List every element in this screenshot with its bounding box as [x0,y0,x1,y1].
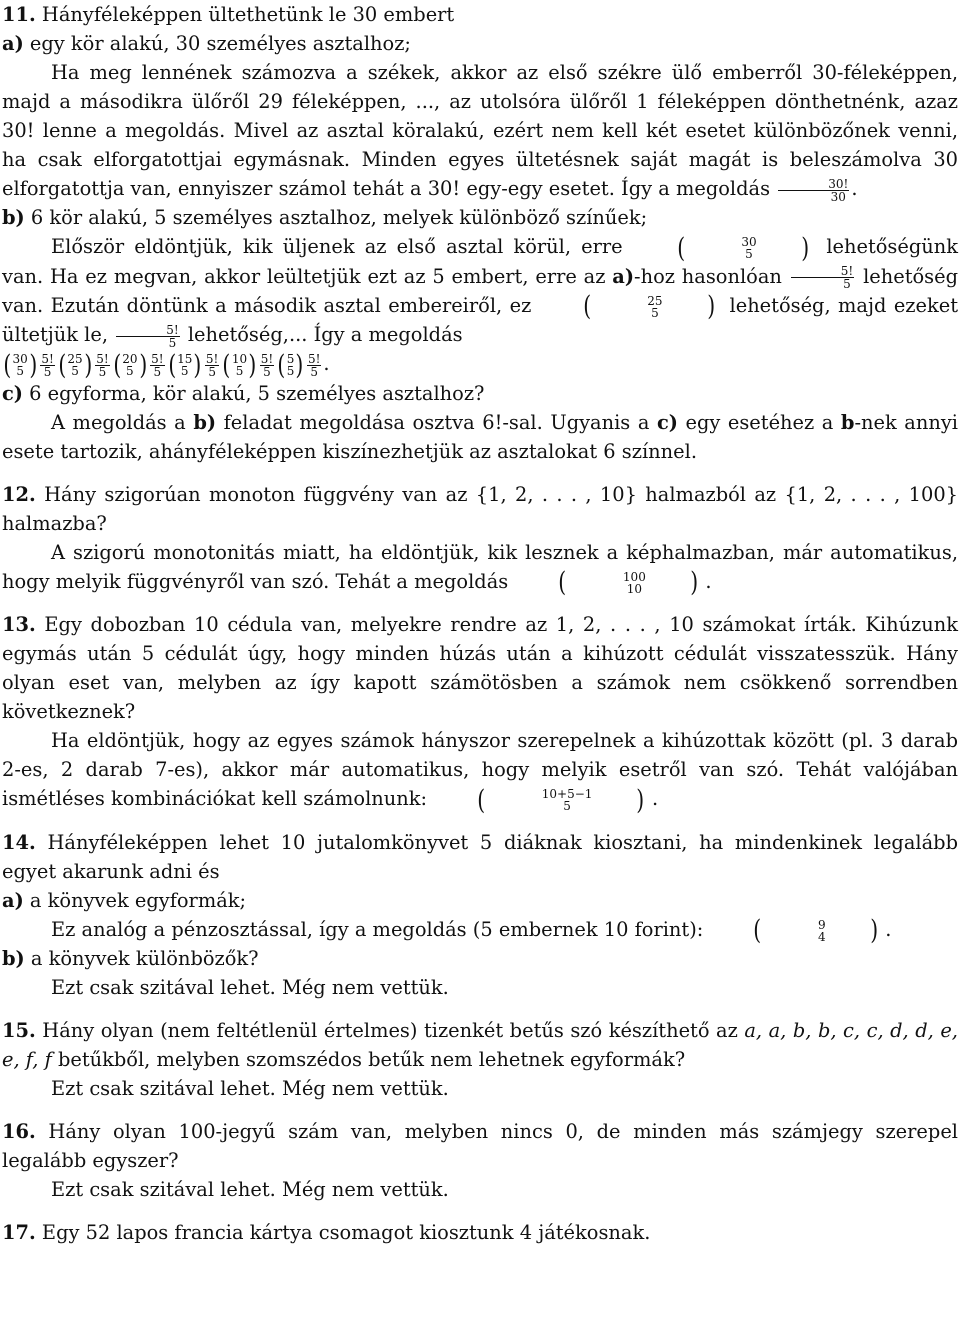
problem-number: 11. [2,3,36,26]
binomial-top: 15 [177,352,193,366]
binomial-top: 10 [231,352,248,366]
problem-14a-question: a) a könyvek egyformák; [2,888,247,912]
problem-11b-answer: Először eldöntjük, kik üljenek az első asztal körül, erre ( 30 5 ) lehetőségünk van. Ha ez megvan, akkor leültetjük ezt az 5 embert, erre az a)-hoz hasonlóan $\frac{5!}{5}$ lehetőség van. Ezután döntünk a második asztal embereiről, ez ( 25 5 ) lehetőség, majd ezeket ültetjük le, $\frac{5!}{5}$ lehetőség,... Így a megoldás [2,232,959,350]
fraction: $\frac{30!}{30}$ [778,178,849,203]
problem-16-question: 16. Hány olyan 100-jegyű szám van, melyben nincs 0, de minden más számjegy szerepel legalább egyszer? [2,1120,958,1172]
binomial: ( 15 5 ) [167,349,202,381]
problem-15-answer: Ezt csak szitával lehet. Még nem vettük. [51,1077,449,1100]
binomial-bottom: 5 [286,364,295,378]
problem-number: 16. [2,1120,36,1143]
problem-15-question: 15. Hány olyan (nem feltétlenül értelmes) tizenkét betűs szó készíthető az a, a, b, b, c, c, d, d, e, e, f, f betűkből, melyben szomszédos betűk nem lehetnek egyformák? [2,1019,958,1071]
binomial-bottom: 5 [235,364,244,378]
problem-number: 17. [2,1221,36,1244]
binomial: ( 10 5 ) [222,349,257,381]
problem-number: 14. [2,830,36,854]
letter-list: a, a, b, b, c, c, d, d, e, e, f, f [2,1019,958,1071]
problem-14a-answer: Ez analóg a pénzosztással, így a megoldás (5 embernek 10 forint): ( 9 4 ) . [51,915,892,946]
part-label: b) [2,947,25,970]
problem-14-question: 14. Hányféleképpen lehet 10 jutalomkönyvet 5 diáknak kiosztani, ha mindenkinek legalább egyet akarunk adni és [2,830,958,883]
binomial: ( 100 10 ) [558,567,698,598]
problem-16-answer: Ezt csak szitával lehet. Még nem vettük. [51,1178,449,1201]
fraction: $\frac{5!}{5}$ [205,351,219,379]
binomial-top: 5 [286,352,295,366]
problem-number: 13. [2,613,36,636]
problem-11b-formula: ( 30 5 ) $\frac{5!}{5}$ ( 25 5 ) $\frac{5!}{5}$ ( 20 5 ) $\frac{5!}{5}$ ( 15 5 ) $\frac{5!}{5}$ ( 10 5 ) $\frac{5!}{5}$ ( 5 5 ) $\frac{5!}{5}$ . [3,349,330,381]
binomial: ( 30 5 ) [676,232,809,264]
binomial-bottom: 5 [16,364,24,378]
fraction: $\frac{5!}{5}$ [307,351,321,379]
problem-11-question: 11. Hányféleképpen ültethetünk le 30 embert [2,3,455,26]
problem-12-question: 12. Hány szigorúan monoton függvény van az {1, 2, . . . , 10} halmazból az {1, 2, . . . , 100} halmazba? [2,482,959,535]
problem-11c-answer: A megoldás a b) feladat megoldása osztva 6!-sal. Ugyanis a c) egy esetéhez a b-nek annyi esete tartozik, ahányféleképpen kiszínezhetjük az asztalokat 6 színnel. [2,410,958,463]
binomial-top: 25 [67,352,83,366]
binomial: ( 30 5 ) [3,349,38,381]
problem-11b-question: b) 6 kör alakú, 5 személyes asztalhoz, melyek különböző színűek; [2,206,648,229]
binomial-top: 20 [122,352,138,366]
binomial: ( 10+5−1 5 ) [477,784,645,816]
binomial-bottom: 5 [126,364,134,378]
binomial: ( 25 5 ) [58,349,92,381]
problem-17-question: 17. Egy 52 lapos francia kártya csomagot kiosztunk 4 játékosnak. [2,1221,651,1244]
part-label: c) [2,381,23,405]
problem-11a-answer: Ha meg lennének számozva a székek, akkor az első székre ülő emberről 30-féleképpen, majd a másodikra ülőről 29 féleképpen, ..., az utolsóra ülőről 1 féleképpen dönthetnénk, azaz 30! lenne a megoldás. Mivel az asztal köralakú, ezért nem kell két esetet különbözőnek venni, ha csak elforgatottjai egymásnak. Minden egyes ültetésnek saját magát is beleszámolva 30 elforgatottja van, ennyiszer számol tehát a 30! egy-egy esetet. Így a megoldás $\frac{30!}{30}$ . [2,61,958,204]
binomial-bottom: 5 [71,364,79,378]
problem-number: 15. [2,1019,36,1042]
problem-13-answer: Ha eldöntjük, hogy az egyes számok hányszor szerepelnek a kihúzottak között (pl. 3 darab 2-es, 2 darab 7-es), akkor már automatikus, hogy melyik esetről van szó. Tehát valójában ismétléses kombinációkat kell számolnunk: ( 10+5−1 5 ) . [2,729,958,816]
binomial: ( 20 5 ) [113,349,147,381]
part-label: a) [2,888,24,912]
problem-14b-answer: Ezt csak szitával lehet. Még nem vettük. [51,976,449,999]
problem-11c-question: c) 6 egyforma, kör alakú, 5 személyes asztalhoz? [2,381,485,405]
binomial: ( 9 4 ) [753,915,878,946]
fraction: $\frac{5!}{5}$ [41,351,54,379]
fraction: $\frac{5!}{5}$ [116,324,179,349]
problem-14b-question: b) a könyvek különbözők? [2,947,259,970]
binomial: ( 25 5 ) [582,291,715,322]
part-label: b) [2,206,25,229]
binomial-top: 30 [12,352,28,366]
problem-13-question: 13. Egy dobozban 10 cédula van, melyekre rendre az 1, 2, . . . , 10 számokat írták. Kihúzunk egymás után 5 cédulát úgy, hogy minden húzás után a kihúzott cédulát visszatesszük. Hány olyan eset van, melyben az így kapott számötösben a számok nem csökkenő sorrendben következnek? [2,613,959,723]
fraction: $\frac{5!}{5}$ [260,351,274,379]
fraction: $\frac{5!}{5}$ [96,351,109,379]
problem-number: 12. [2,482,36,506]
problem-11a-question: a) egy kör alakú, 30 személyes asztalhoz; [2,32,411,55]
problem-12-answer: A szigorú monotonitás miatt, ha eldöntjük, kik lesznek a képhalmazban, már automatikus, hogy melyik függvényről van szó. Tehát a megoldás ( 100 10 ) . [2,540,958,598]
fraction: $\frac{5!}{5}$ [151,351,164,379]
fraction: $\frac{5!}{5}$ [791,265,854,290]
part-label: a) [2,32,24,55]
binomial: ( 5 5 ) [277,349,304,381]
binomial-bottom: 5 [180,364,189,378]
